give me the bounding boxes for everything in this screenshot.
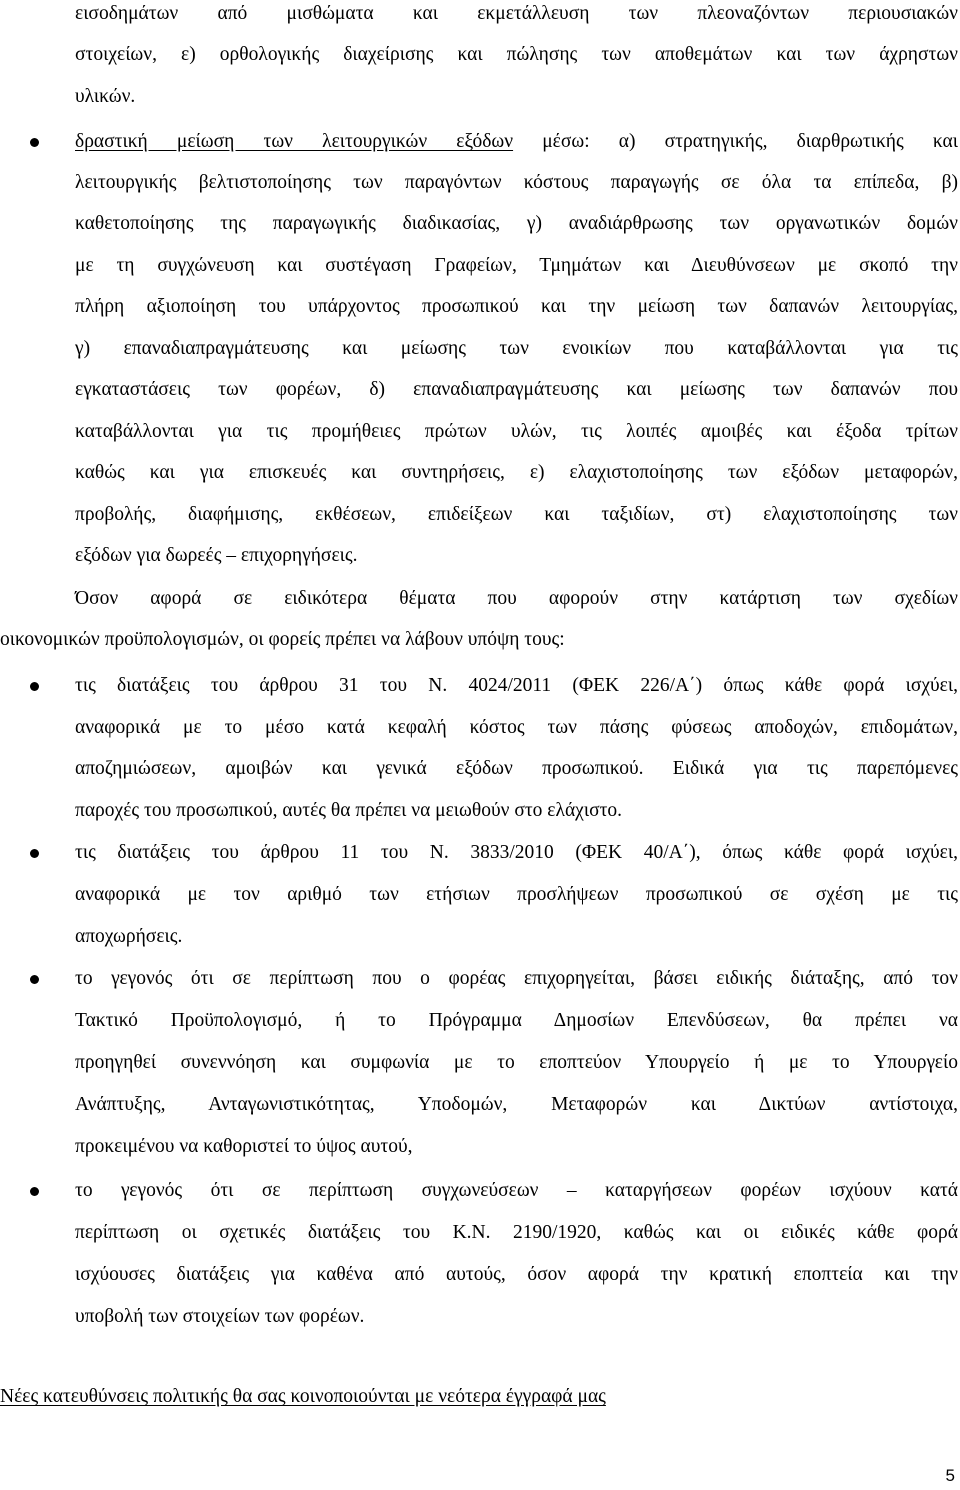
- underlined-lead: δραστική μείωση των λειτουργικών εξόδων: [75, 131, 514, 152]
- text-line: αναφορικά με τον αριθμό των ετήσιων προσλήψεων προσωπικού σε σχέση με τις: [75, 884, 958, 905]
- text-line: ισχύουσες διατάξεις για καθένα από αυτούς, όσον αφορά την κρατική εποπτεία και την: [75, 1264, 958, 1285]
- text-line: αποζημιώσεων, αμοιβών και γενικά εξόδων προσωπικού. Ειδικά για τις παρεπόμενες: [75, 758, 958, 779]
- text-line: το γεγονός ότι σε περίπτωση συγχωνεύσεων – καταργήσεων φορέων ισχύουν κατά: [75, 1180, 958, 1201]
- text-line: τις διατάξεις του άρθρου 31 του Ν. 4024/2011 (ΦΕΚ 226/Α΄) όπως κάθε φορά ισχύει,: [75, 675, 958, 696]
- text-line: καθώς και για επισκευές και συντηρήσεις, ε) ελαχιστοποίησης των εξόδων μεταφορών,: [75, 462, 958, 483]
- text-line: καθετοποίησης της παραγωγικής διαδικασίας, γ) αναδιάρθρωσης των οργανωτικών δομών: [75, 213, 958, 234]
- text-line: προηγηθεί συνεννόηση και συμφωνία με το εποπτεύον Υπουργείο ή με το Υπουργείο: [75, 1052, 958, 1073]
- bullet-marker: [30, 682, 39, 691]
- text-line: πλήρη αξιοποίηση του υπάρχοντος προσωπικού και την μείωση των δαπανών λειτουργίας,: [75, 296, 958, 317]
- text-line: Όσον αφορά σε ειδικότερα θέματα που αφορούν στην κατάρτιση των σχεδίων: [75, 588, 958, 609]
- text-line: εξόδων για δωρεές – επιχορηγήσεις.: [75, 545, 358, 566]
- text-line: περίπτωση οι σχετικές διατάξεις του Κ.Ν. 2190/1920, καθώς και οι ειδικές κάθε φορά: [75, 1222, 958, 1243]
- text-line: προβολής, διαφήμισης, εκθέσεων, επιδείξεων και ταξιδίων, στ) ελαχιστοποίησης των: [75, 504, 958, 525]
- text-line: καταβάλλονται για τις προμήθειες πρώτων υλών, τις λοιπές αμοιβές και έξοδα τρίτων: [75, 421, 958, 442]
- text-line: λειτουργικής βελτιστοποίησης των παραγόντων κόστους παραγωγής σε όλα τα επίπεδα, β): [75, 172, 958, 193]
- bullet-1-first-line: [75, 129, 958, 155]
- bullet-marker: [30, 138, 39, 147]
- text-line: υλικών.: [75, 86, 136, 107]
- text-line: υποβολή των στοιχείων των φορέων.: [75, 1306, 365, 1327]
- text-line: με τη συγχώνευση και συστέγαση Γραφείων, Τμημάτων και Διευθύνσεων με σκοπό την: [75, 255, 958, 276]
- first-line-rest: μέσω: α) στρατηγικής, διαρθρωτικής και: [513, 131, 958, 152]
- text-line: γ) επαναδιαπραγμάτευσης και μείωσης των ενοικίων που καταβάλλονται για τις: [75, 338, 958, 359]
- page-number: 5: [945, 1466, 955, 1485]
- text-line: στοιχείων, ε) ορθολογικής διαχείρισης και πώλησης των αποθεμάτων και των άχρηστων: [75, 44, 958, 65]
- text-line: εισοδημάτων από μισθώματα και εκμετάλλευση των πλεοναζόντων περιουσιακών: [75, 3, 958, 24]
- closing-note: Νέες κατευθύνσεις πολιτικής θα σας κοινοποιούνται με νεότερα έγγραφά μας: [0, 1386, 606, 1407]
- bullet-marker: [30, 849, 39, 858]
- bullet-marker: [30, 975, 39, 984]
- text-line: οικονομικών προϋπολογισμών, οι φορείς πρέπει να λάβουν υπόψη τους:: [0, 629, 565, 650]
- text-line: τις διατάξεις του άρθρου 11 του Ν. 3833/2010 (ΦΕΚ 40/Α΄), όπως κάθε φορά ισχύει,: [75, 842, 958, 863]
- text-line: παροχές του προσωπικού, αυτές θα πρέπει να μειωθούν στο ελάχιστο.: [75, 800, 623, 821]
- text-line: Τακτικό Προϋπολογισμό, ή το Πρόγραμμα Δημοσίων Επενδύσεων, θα πρέπει να: [75, 1010, 958, 1031]
- text-line: προκειμένου να καθοριστεί το ύψος αυτού,: [75, 1136, 413, 1157]
- text-line: εγκαταστάσεις των φορέων, δ) επαναδιαπραγμάτευσης και μείωσης των δαπανών που: [75, 379, 958, 400]
- text-line: Ανάπτυξης, Ανταγωνιστικότητας, Υποδομών, Μεταφορών και Δικτύων αντίστοιχα,: [75, 1094, 958, 1115]
- text-line: αναφορικά με το μέσο κατά κεφαλή κόστος των πάσης φύσεως αποδοχών, επιδομάτων,: [75, 717, 958, 738]
- text-line: το γεγονός ότι σε περίπτωση που ο φορέας επιχορηγείται, βάσει ειδικής διάταξης, από τον: [75, 968, 958, 989]
- text-line: αποχωρήσεις.: [75, 926, 183, 947]
- bullet-marker: [30, 1187, 39, 1196]
